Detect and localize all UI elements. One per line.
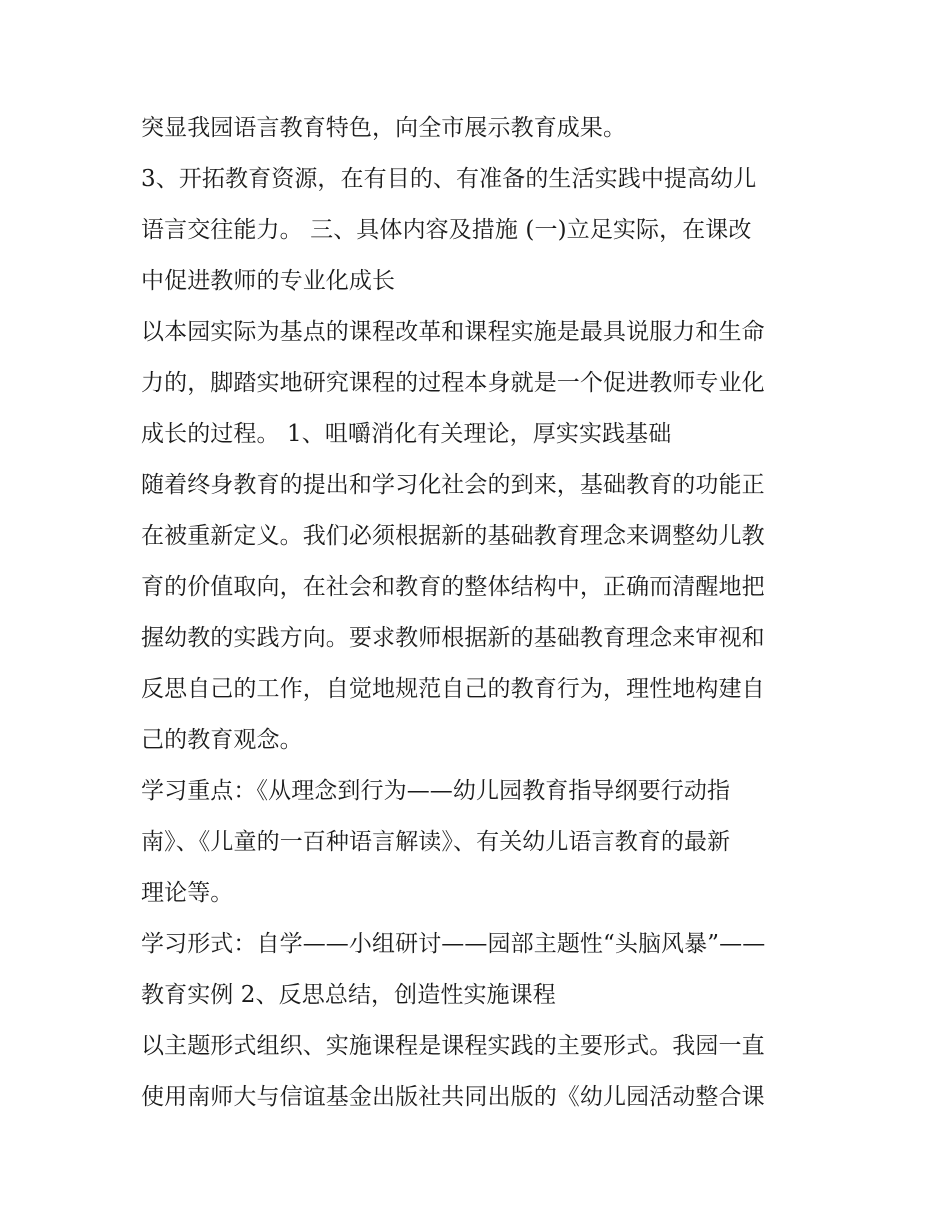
text-line-13: 己的教育观念。 — [141, 727, 303, 753]
text-line-16: 理论等。 — [141, 880, 234, 906]
text-line-4: 中促进教师的专业化成长 — [141, 268, 396, 294]
text-line-18: 教育实例 2、反思总结，创造性实施课程 — [141, 982, 556, 1008]
text-line-9: 在被重新定义。我们必须根据新的基础教育理念来调整幼儿教 — [141, 523, 765, 549]
text-line-19: 以主题形式组织、实施课程是课程实践的主要形式。我园一直 — [141, 1033, 765, 1059]
text-line-8: 随着终身教育的提出和学习化社会的到来，基础教育的功能正 — [141, 472, 765, 498]
text-line-2: 3、开拓教育资源，在有目的、有准备的生活实践中提高幼儿 — [141, 166, 757, 192]
text-line-14: 学习重点：《从理念到行为——幼儿园教育指导纲要行动指 — [141, 778, 731, 804]
text-line-20: 使用南师大与信谊基金出版社共同出版的《幼儿园活动整合课 — [141, 1084, 765, 1110]
text-line-11: 握幼教的实践方向。要求教师根据新的基础教育理念来审视和 — [141, 625, 765, 651]
text-line-10: 育的价值取向，在社会和教育的整体结构中，正确而清醒地把 — [141, 574, 765, 600]
text-line-12: 反思自己的工作，自觉地规范自己的教育行为，理性地构建自 — [141, 676, 765, 702]
text-line-1: 突显我园语言教育特色，向全市展示教育成果。 — [141, 115, 627, 141]
text-line-6: 力的，脚踏实地研究课程的过程本身就是一个促进教师专业化 — [141, 370, 765, 396]
text-line-7: 成长的过程。 1、咀嚼消化有关理论，厚实实践基础 — [141, 421, 672, 447]
text-line-17: 学习形式：自学——小组研讨——园部主题性“头脑风暴”—— — [141, 931, 766, 957]
text-line-5: 以本园实际为基点的课程改革和课程实施是最具说服力和生命 — [141, 319, 765, 345]
text-line-15: 南》、《儿童的一百种语言解读》、有关幼儿语言教育的最新 — [141, 829, 731, 855]
text-line-3: 语言交往能力。 三、具体内容及措施 (一)立足实际，在课改 — [141, 217, 752, 243]
